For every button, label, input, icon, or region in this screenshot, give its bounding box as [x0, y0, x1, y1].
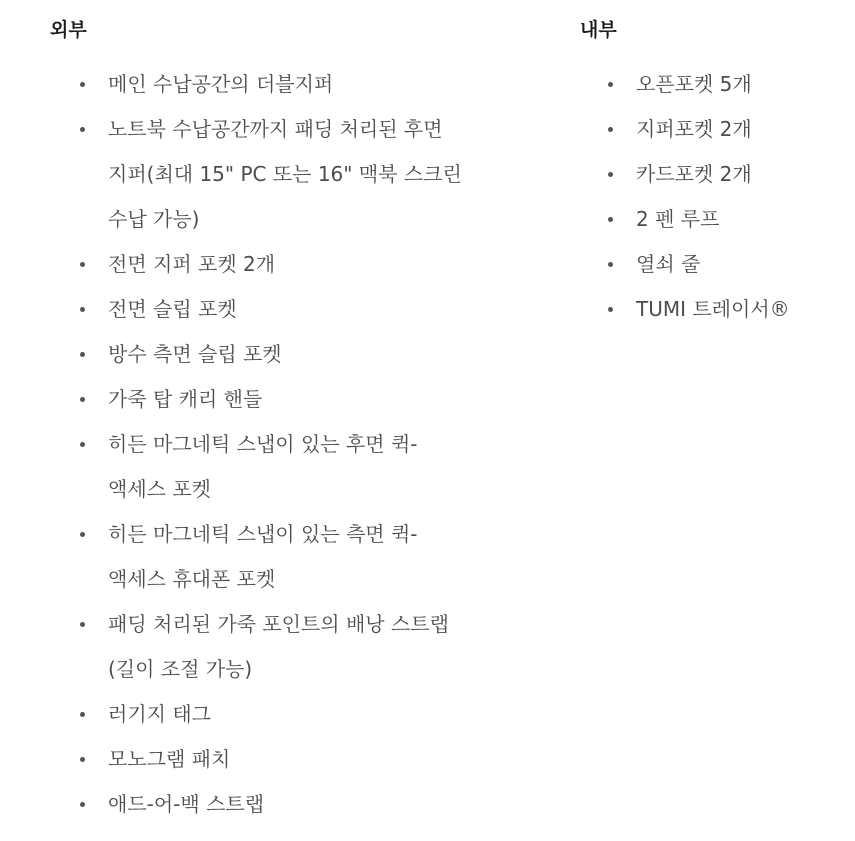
list-item-text: 모노그램 패치: [108, 747, 231, 771]
bullet-icon: [80, 712, 85, 717]
list-item-text: TUMI 트레이서®: [636, 297, 790, 321]
bullet-icon: [80, 127, 85, 132]
bullet-icon: [608, 262, 613, 267]
list-item: [50, 62, 528, 107]
bullet-icon: [608, 217, 613, 222]
list-item-text: 지퍼포켓 2개: [636, 117, 752, 141]
bullet-icon: [80, 352, 85, 357]
list-item: [50, 422, 528, 512]
list-item: [50, 242, 528, 287]
bullet-icon: [80, 802, 85, 807]
exterior-heading: 외부: [50, 19, 87, 41]
interior-heading: 내부: [580, 19, 617, 41]
list-item: [580, 152, 855, 197]
list-item-text: 러기지 태그: [108, 702, 211, 726]
list-item: [580, 287, 855, 332]
list-item-text: 히든 마그네틱 스냅이 있는 측면 퀵- 액세스 휴대폰 포켓: [108, 522, 418, 591]
list-item: [50, 512, 528, 602]
list-item: [50, 377, 528, 422]
bullet-icon: [80, 397, 85, 402]
list-item: [50, 602, 528, 692]
list-item-text: 패딩 처리된 가죽 포인트의 배낭 스트랩 (길이 조절 가능): [108, 612, 449, 681]
list-item: [50, 782, 528, 827]
list-item: [580, 242, 855, 287]
list-item: [50, 737, 528, 782]
list-item: [50, 692, 528, 737]
list-item-text: 카드포켓 2개: [636, 162, 752, 186]
list-item-text: 2 펜 루프: [636, 207, 720, 231]
interior-feature-list: [580, 62, 855, 332]
exterior-feature-list: [50, 62, 528, 827]
list-item-text: 히든 마그네틱 스냅이 있는 후면 퀵- 액세스 포켓: [108, 432, 418, 501]
list-item-text: 메인 수납공간의 더블지퍼: [108, 72, 334, 96]
list-item: [50, 287, 528, 332]
list-item-text: 노트북 수납공간까지 패딩 처리된 후면 지퍼(최대 15" PC 또는 16" 맥북 스크린 수납 가능): [108, 117, 462, 231]
list-item-text: 방수 측면 슬립 포켓: [108, 342, 282, 366]
list-item: [580, 107, 855, 152]
list-item-text: 애드-어-백 스트랩: [108, 792, 265, 816]
list-item: [580, 62, 855, 107]
bullet-icon: [608, 82, 613, 87]
bullet-icon: [80, 442, 85, 447]
bullet-icon: [80, 622, 85, 627]
bullet-icon: [80, 82, 85, 87]
bullet-icon: [80, 307, 85, 312]
list-item-text: 가죽 탑 캐리 핸들: [108, 387, 263, 411]
bullet-icon: [80, 262, 85, 267]
bullet-icon: [80, 757, 85, 762]
list-item: [50, 107, 528, 242]
bullet-icon: [608, 127, 613, 132]
list-item-text: 전면 슬립 포켓: [108, 297, 237, 321]
list-item: [50, 332, 528, 377]
list-item: [580, 197, 855, 242]
bullet-icon: [608, 307, 613, 312]
bullet-icon: [80, 532, 85, 537]
list-item-text: 오픈포켓 5개: [636, 72, 752, 96]
bullet-icon: [608, 172, 613, 177]
list-item-text: 열쇠 줄: [636, 252, 701, 276]
list-item-text: 전면 지퍼 포켓 2개: [108, 252, 276, 276]
